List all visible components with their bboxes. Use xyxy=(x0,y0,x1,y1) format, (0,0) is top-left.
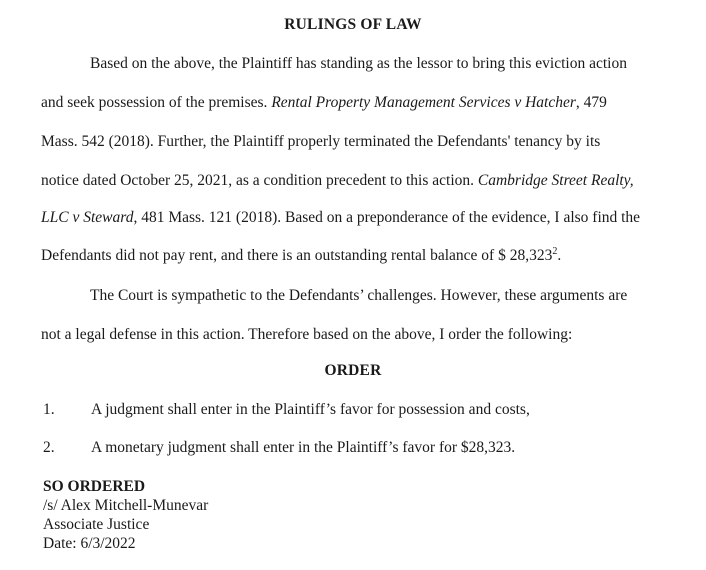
paragraph-line: not a legal defense in this action. Therefore based on the above, I order the following: xyxy=(41,326,573,343)
paragraph-line: The Court is sympathetic to the Defendants’ challenges. However, these arguments are xyxy=(90,287,628,304)
rulings-heading: RULINGS OF LAW xyxy=(284,16,422,33)
so-ordered-label: SO ORDERED xyxy=(43,478,146,495)
text-run: notice dated October 25, 2021, as a condition precedent to this action. xyxy=(41,172,478,189)
signature-title: Associate Justice xyxy=(43,516,150,533)
order-heading: ORDER xyxy=(324,362,382,379)
text-run: . xyxy=(557,247,562,264)
footnote-ref[interactable]: 2 xyxy=(552,245,558,257)
signature-name: /s/ Alex Mitchell-Munevar xyxy=(43,497,209,514)
case-citation: LLC v Steward xyxy=(41,209,134,226)
paragraph-line xyxy=(41,246,561,266)
paragraph-line xyxy=(41,208,640,228)
paragraph-line: Based on the above, the Plaintiff has standing as the lessor to bring this eviction action xyxy=(90,55,627,72)
text-run: , 481 Mass. 121 (2018). Based on a preponderance of the evidence, I also find the xyxy=(133,209,641,226)
order-item-text: A monetary judgment shall enter in the Plaintiff’s favor for $28,323. xyxy=(91,439,516,456)
order-item-number: 2. xyxy=(43,439,55,456)
paragraph-line xyxy=(41,93,607,113)
paragraph-line: Mass. 542 (2018). Further, the Plaintiff properly terminated the Defendants' tenancy by its xyxy=(41,133,601,150)
order-item-text: A judgment shall enter in the Plaintiff’s favor for possession and costs, xyxy=(91,401,530,418)
text-run: Defendants did not pay rent, and there is an outstanding rental balance of $ 28,323 xyxy=(41,247,553,264)
case-citation: Rental Property Management Services v Hatcher xyxy=(271,94,576,111)
signature-date: Date: 6/3/2022 xyxy=(43,535,136,552)
text-run: , 479 xyxy=(575,94,607,111)
paragraph-line xyxy=(41,171,634,191)
order-item-number: 1. xyxy=(43,401,55,418)
text-run: and seek possession of the premises. xyxy=(41,94,272,111)
case-citation: Cambridge Street Realty, xyxy=(477,172,634,189)
